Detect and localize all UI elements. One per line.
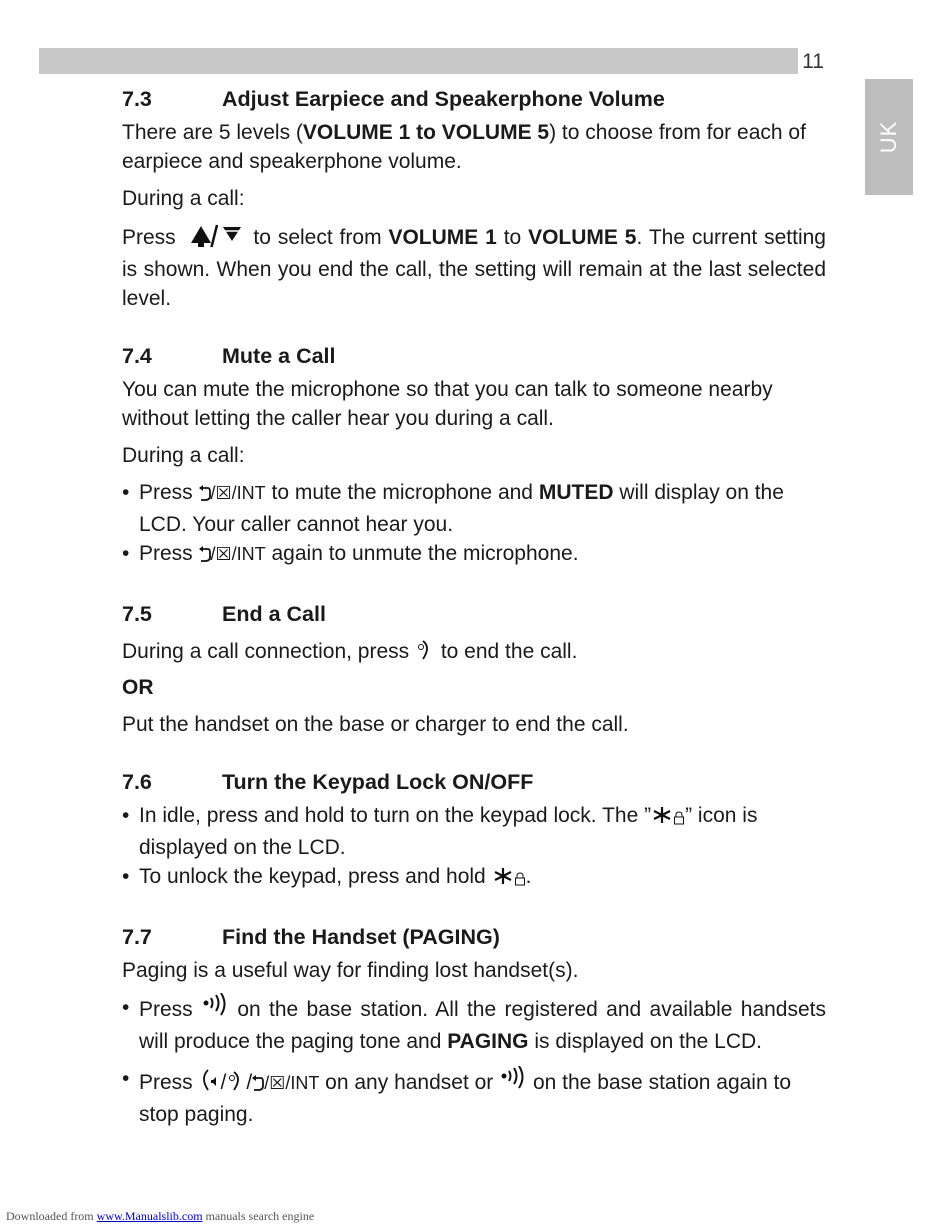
section-7-6 — [122, 767, 826, 894]
language-tab-label: UK — [876, 120, 901, 154]
bullet-list — [122, 993, 826, 1129]
section-heading: 7.6 Turn the Keypad Lock ON/OFF — [122, 770, 534, 794]
list-item: • Press /☒/INT again to unmute the microphone. — [122, 539, 826, 571]
paragraph: During a call connection, press to end the call. — [122, 633, 826, 669]
star-key-icon — [651, 804, 673, 833]
paragraph: Paging is a useful way for finding lost handset(s). — [122, 959, 579, 982]
language-tab — [865, 79, 913, 195]
paging-icon — [499, 1066, 527, 1100]
section-heading: 7.3 Adjust Earpiece and Speakerphone Volume — [122, 87, 665, 111]
lock-icon — [514, 865, 526, 894]
end-call-icon — [226, 1064, 246, 1100]
bullet-list — [122, 801, 826, 894]
manual-content — [122, 84, 826, 1133]
list-item: • Press /☒/INT to mute the microphone and MUTED will display on the LCD. Your caller cannot hear you. — [122, 481, 784, 536]
section-heading: 7.4 Mute a Call — [122, 344, 336, 368]
back-arrow-icon — [199, 542, 211, 571]
section-7-3 — [122, 84, 826, 313]
section-7-5 — [122, 599, 826, 739]
paragraph: Put the handset on the base or charger to end the call. — [122, 713, 629, 736]
back-arrow-icon — [252, 1071, 264, 1100]
section-heading: 7.5 End a Call — [122, 602, 326, 626]
list-item: • Press on the base station. All the registered and available handsets will produce the paging tone and PAGING is displayed on the LCD. — [122, 993, 826, 1056]
end-call-icon — [415, 633, 435, 669]
paragraph: During a call: — [122, 444, 245, 467]
speaker-call-icon — [199, 1068, 221, 1100]
list-item: • In idle, press and hold to turn on the keypad lock. The ” ” icon is displayed on the LCD. — [122, 804, 758, 859]
section-heading: 7.7 Find the Handset (PAGING) — [122, 925, 500, 949]
back-arrow-icon — [199, 481, 211, 510]
star-key-icon — [492, 865, 514, 894]
download-footer: Downloaded from www.Manualslib.com manuals search engine — [6, 1209, 315, 1223]
list-item: • Press / / /☒/INT on any handset or on the base station again to stop paging. — [122, 1064, 826, 1129]
list-item: • To unlock the keypad, press and hold . — [122, 862, 826, 894]
or-label: OR — [122, 676, 154, 699]
header-bar — [39, 48, 828, 74]
section-7-4 — [122, 341, 826, 571]
paragraph: There are 5 levels (VOLUME 1 to VOLUME 5) to choose from for each of earpiece and speakerphone volume. — [122, 121, 806, 173]
paragraph: You can mute the microphone so that you can talk to someone nearby without letting the caller hear you during a call. — [122, 378, 773, 430]
page-number: 11 — [798, 48, 828, 74]
lock-icon — [673, 804, 685, 833]
up-down-arrow-icon — [183, 221, 247, 255]
manualslib-link[interactable]: www.Manualslib.com — [96, 1209, 203, 1223]
paging-icon — [201, 993, 229, 1027]
section-7-7 — [122, 922, 826, 1129]
paragraph: Press to select from VOLUME 1 to VOLUME 5. The current setting is shown. When you end the call, the setting will remain at the last selected level. — [122, 221, 826, 313]
bullet-list — [122, 478, 826, 571]
paragraph: During a call: — [122, 187, 245, 210]
